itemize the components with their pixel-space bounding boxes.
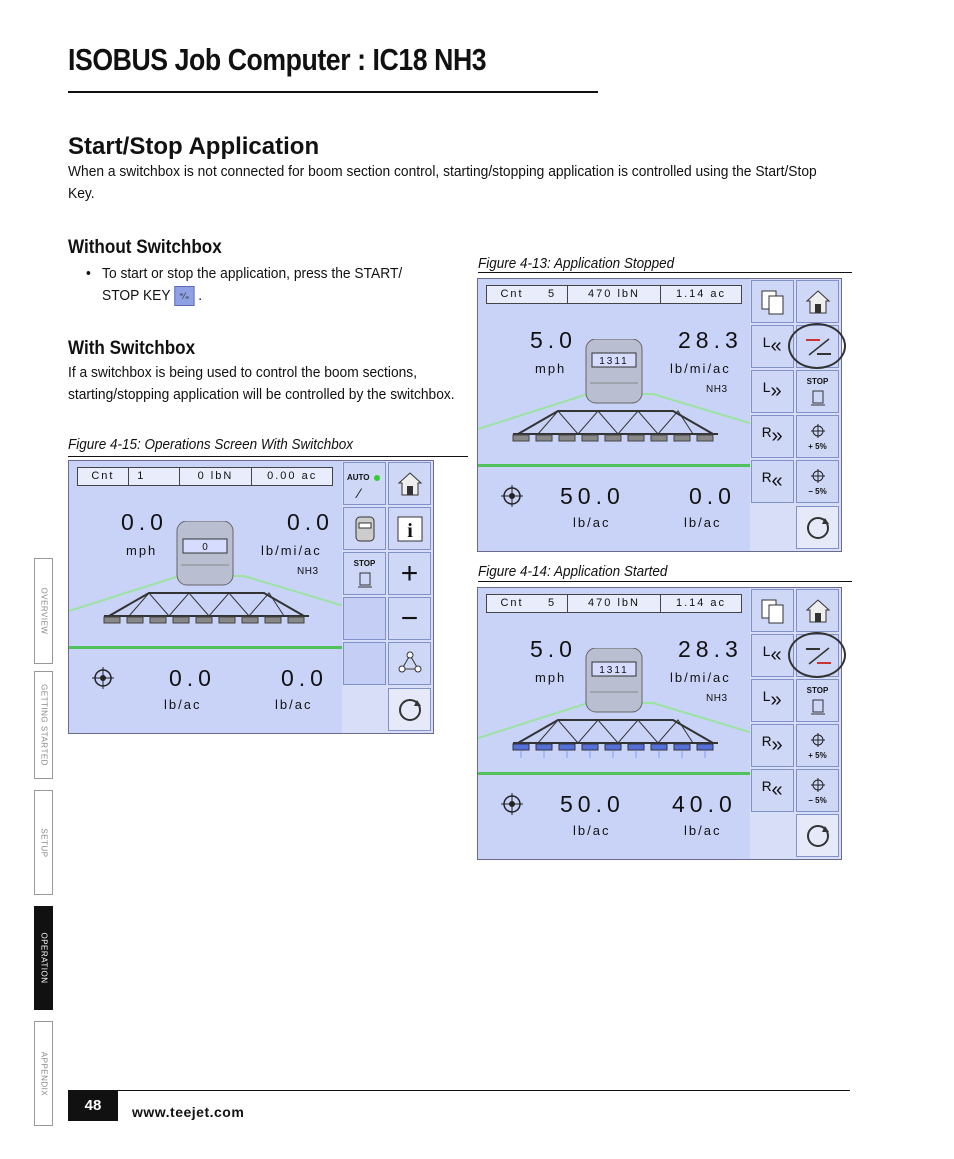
right-double-chevron-left-icon: ᴿ« <box>762 470 783 492</box>
home-button[interactable] <box>796 589 839 632</box>
side-tab-setup[interactable] <box>34 790 53 895</box>
target-rate-value: 50.0 <box>560 791 625 817</box>
applied-total: 470 lbN <box>568 595 661 612</box>
side-tab-operation[interactable] <box>34 906 53 1010</box>
home-button[interactable] <box>388 462 431 505</box>
side-tab-label: GETTING STARTED <box>39 684 48 766</box>
increase-rate-button[interactable] <box>796 415 839 458</box>
increase-label: + 5% <box>808 751 827 760</box>
left-double-chevron-right-icon: ᴸ» <box>763 380 782 402</box>
speed-unit: mph <box>535 361 567 376</box>
left-double-chevron-icon: ᴸ« <box>763 335 782 357</box>
side-tab-label: OPERATION <box>39 932 48 984</box>
increase-rate-button[interactable] <box>796 724 839 767</box>
count-label: Cnt <box>500 597 524 609</box>
actual-rate-unit: lb/ac <box>275 697 313 712</box>
sprayer-icon <box>808 388 828 408</box>
decrease-label: − 5% <box>808 796 827 805</box>
target-rate-icon <box>92 667 114 689</box>
target-rate-unit: lb/ac <box>164 697 202 712</box>
speed-unit: mph <box>126 543 158 558</box>
stop-button[interactable] <box>796 679 839 722</box>
intro-paragraph: When a switchbox is not connected for boom section control, starting/stopping application is controlled using the Start/Stop Key. <box>68 163 817 202</box>
operations-screen-switchbox <box>68 460 434 734</box>
side-tab-getting-started[interactable] <box>34 671 53 779</box>
area-total: 1.14 ac <box>675 288 727 300</box>
actual-rate-value: 0.0 <box>689 483 736 509</box>
plus-icon: + <box>400 556 419 590</box>
actual-rate-value: 0.0 <box>281 665 328 691</box>
side-tab-appendix[interactable] <box>34 1021 53 1126</box>
actual-rate-value: 40.0 <box>672 791 737 817</box>
rate-value: 0.0 <box>287 509 334 535</box>
area-total: 0.00 ac <box>267 470 318 482</box>
side-tab-label: OVERVIEW <box>39 587 48 635</box>
tank-level: 0 <box>202 542 208 553</box>
speed-value: 5.0 <box>530 327 577 353</box>
with-switchbox-heading: With Switchbox <box>68 338 196 359</box>
home-button[interactable] <box>796 280 839 323</box>
rate-value: 28.3 <box>678 327 743 353</box>
tank-icon <box>354 515 376 543</box>
caption-rule <box>478 581 852 582</box>
refresh-icon <box>395 695 425 725</box>
count-value: 5 <box>537 595 568 612</box>
target-icon <box>811 424 825 438</box>
increase-label: + 5% <box>808 442 827 451</box>
product-label: NH3 <box>297 566 319 577</box>
application-started-screen <box>477 587 842 860</box>
speed-value: 0.0 <box>121 509 168 535</box>
count-value: 1 <box>137 470 146 482</box>
left-boom-out-button[interactable] <box>751 370 794 413</box>
stop-button[interactable] <box>796 370 839 413</box>
figure-15-caption: Figure 4-15: Operations Screen With Switchbox <box>68 436 354 453</box>
home-icon <box>397 471 423 497</box>
right-boom-in-button[interactable] <box>751 769 794 812</box>
footer-url[interactable]: www.teejet.com <box>132 1104 245 1120</box>
right-boom-out-button[interactable] <box>751 724 794 767</box>
bullet-text: To start or stop the application, press the START/ STOP KEY <box>102 265 403 304</box>
button-column <box>750 279 841 551</box>
decrease-rate-button[interactable] <box>796 769 839 812</box>
refresh-icon <box>803 513 833 543</box>
page-number: 48 <box>68 1091 118 1121</box>
auto-label: AUTO <box>347 473 370 482</box>
speed-unit: mph <box>535 670 567 685</box>
without-switchbox-heading: Without Switchbox <box>68 237 222 258</box>
application-line <box>478 772 751 775</box>
actual-rate-unit: lb/ac <box>684 515 722 530</box>
application-line <box>478 464 751 467</box>
product-label: NH3 <box>706 384 728 395</box>
cycle-button[interactable] <box>388 642 431 685</box>
side-tab-overview[interactable] <box>34 558 53 664</box>
left-boom-out-button[interactable] <box>751 679 794 722</box>
sprayer-icon <box>355 570 375 590</box>
title-rule <box>68 91 598 93</box>
bullet-item <box>86 263 454 307</box>
right-double-chevron-left-icon: ᴿ« <box>762 779 783 801</box>
home-icon <box>805 598 831 624</box>
caption-rule <box>478 272 852 273</box>
area-total: 1.14 ac <box>675 597 727 609</box>
cycle-icon <box>395 649 425 679</box>
sprayer-icon <box>808 697 828 717</box>
side-tab-label: SETUP <box>39 827 48 858</box>
pages-button[interactable] <box>751 589 794 632</box>
target-rate-icon <box>501 485 523 507</box>
count-label: Cnt <box>500 288 524 300</box>
target-rate-icon <box>501 793 523 815</box>
right-double-chevron-icon: ᴿ» <box>762 425 783 447</box>
target-rate-value: 50.0 <box>560 483 625 509</box>
button-column <box>750 588 841 859</box>
decrease-label: − 5% <box>808 487 827 496</box>
boom-diagram <box>478 339 753 469</box>
decrease-button[interactable] <box>388 597 431 640</box>
rate-unit: lb/mi/ac <box>261 543 322 558</box>
button-column <box>342 461 433 733</box>
stop-label: STOP <box>806 686 829 695</box>
right-boom-out-button[interactable] <box>751 415 794 458</box>
document-title: ISOBUS Job Computer : IC18 NH3 <box>68 42 487 77</box>
pages-button[interactable] <box>751 280 794 323</box>
bullet-end: . <box>198 287 203 304</box>
section-title: Start/Stop Application <box>68 133 320 160</box>
speed-value: 5.0 <box>530 636 577 662</box>
info-button[interactable] <box>388 507 431 550</box>
refresh-button[interactable] <box>796 506 839 549</box>
figure-14-caption: Figure 4-14: Application Started <box>478 563 668 580</box>
decrease-rate-button[interactable] <box>796 460 839 503</box>
blank-button[interactable] <box>343 642 386 685</box>
highlight-circle <box>788 632 846 678</box>
with-switchbox-text: If a switchbox is being used to control the boom sections, starting/stopping application will be controlled by the switchbox. <box>68 364 455 403</box>
target-icon <box>811 778 825 792</box>
applied-total: 0 lbN <box>180 468 253 485</box>
info-icon <box>394 514 426 544</box>
stop-label: STOP <box>806 377 829 386</box>
bullet-dot: • <box>86 265 91 282</box>
application-stopped-screen <box>477 278 842 552</box>
status-led-icon <box>374 475 380 481</box>
application-line <box>69 646 342 649</box>
status-bar <box>486 594 742 613</box>
tank-button[interactable] <box>343 507 386 550</box>
status-bar <box>486 285 742 304</box>
right-double-chevron-icon: ᴿ» <box>762 734 783 756</box>
target-rate-value: 0.0 <box>169 665 216 691</box>
rate-unit: lb/mi/ac <box>670 670 731 685</box>
target-icon <box>811 469 825 483</box>
count-label: Cnt <box>78 468 129 485</box>
increase-button[interactable] <box>388 552 431 595</box>
right-boom-in-button[interactable] <box>751 460 794 503</box>
target-rate-unit: lb/ac <box>573 823 611 838</box>
footer-rule <box>68 1090 850 1091</box>
applied-total: 470 lbN <box>568 286 661 303</box>
auto-manual-button[interactable] <box>343 462 386 505</box>
left-double-chevron-icon: ᴸ« <box>763 644 782 666</box>
rate-unit: lb/mi/ac <box>670 361 731 376</box>
blank-button[interactable] <box>343 597 386 640</box>
caption-rule <box>68 456 468 457</box>
tank-level: 1311 <box>599 665 629 676</box>
boom-diagram <box>478 648 753 778</box>
left-double-chevron-right-icon: ᴸ» <box>763 689 782 711</box>
side-tab-label: APPENDIX <box>39 1051 48 1096</box>
figure-13-caption: Figure 4-13: Application Stopped <box>478 255 675 272</box>
highlight-circle <box>788 323 846 369</box>
svg-text:i: i <box>406 519 413 542</box>
stop-label: STOP <box>353 559 376 568</box>
home-icon <box>805 289 831 315</box>
target-icon <box>811 733 825 747</box>
product-label: NH3 <box>706 693 728 704</box>
status-bar <box>77 467 333 486</box>
pages-icon <box>759 288 787 316</box>
boom-diagram <box>69 521 344 651</box>
tank-level: 1311 <box>599 356 629 367</box>
minus-icon: − <box>400 601 419 635</box>
count-value: 5 <box>537 286 568 303</box>
rate-value: 28.3 <box>678 636 743 662</box>
pages-icon <box>759 597 787 625</box>
refresh-button[interactable] <box>796 814 839 857</box>
start-stop-key-icon: ⁼⁄₌ <box>174 286 194 306</box>
refresh-button[interactable] <box>388 688 431 731</box>
target-rate-unit: lb/ac <box>573 515 611 530</box>
hand-icon: ⁄ <box>358 485 361 501</box>
refresh-icon <box>803 821 833 851</box>
stop-button[interactable] <box>343 552 386 595</box>
actual-rate-unit: lb/ac <box>684 823 722 838</box>
